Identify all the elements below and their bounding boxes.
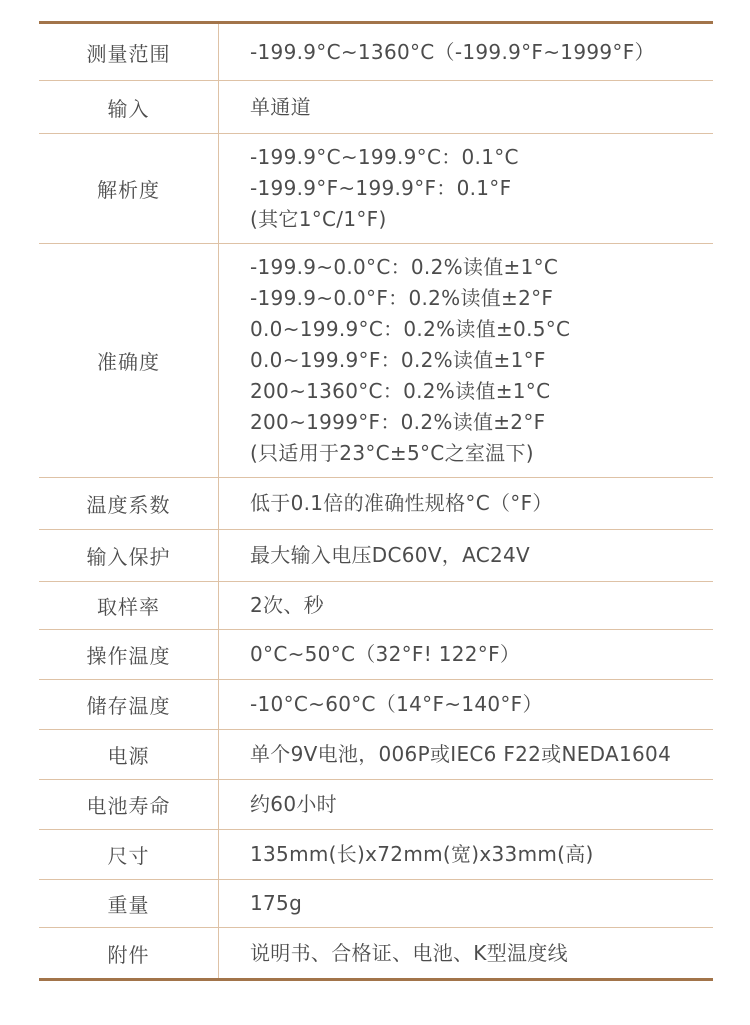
spec-label-cell	[39, 81, 218, 133]
spec-value-line: (其它1°C/1°F)	[250, 207, 387, 231]
spec-value-cell	[218, 134, 713, 243]
spec-label-cell	[39, 830, 218, 879]
spec-value-line: 2次、秒	[250, 593, 324, 617]
spec-label-cell	[39, 478, 218, 529]
spec-label: 输入保护	[86, 545, 171, 569]
spec-label-cell	[39, 134, 218, 243]
spec-value-line: -10°C~60°C（14°F~140°F）	[250, 692, 543, 716]
spec-value-line: 0.0~199.9°F：0.2%读值±1°F	[250, 348, 546, 372]
spec-value-line: 135mm(长)x72mm(宽)x33mm(高)	[250, 842, 594, 866]
spec-row	[39, 780, 713, 830]
spec-label: 温度系数	[86, 493, 171, 517]
spec-value-cell	[218, 530, 713, 581]
spec-value-cell	[218, 730, 713, 779]
spec-value-cell	[218, 830, 713, 879]
spec-row	[39, 630, 713, 680]
spec-label-cell	[39, 582, 218, 629]
spec-label: 操作温度	[86, 644, 171, 668]
spec-row	[39, 478, 713, 530]
spec-value-line: 说明书、合格证、电池、K型温度线	[250, 940, 568, 965]
spec-row	[39, 730, 713, 780]
spec-label: 输入	[107, 96, 150, 121]
spec-label: 准确度	[97, 350, 160, 374]
spec-label: 取样率	[97, 595, 160, 619]
spec-value-cell	[218, 244, 713, 477]
spec-value-cell	[218, 630, 713, 679]
spec-value-line: 0°C~50°C（32°F! 122°F）	[250, 642, 521, 666]
spec-value-line: 175g	[250, 891, 303, 915]
spec-value-line: -199.9°F~199.9°F：0.1°F	[250, 176, 512, 200]
spec-row	[39, 680, 713, 730]
spec-value-line: 约60小时	[250, 792, 337, 816]
spec-value-line: 单通道	[250, 94, 311, 119]
spec-value-cell	[218, 880, 713, 927]
spec-row	[39, 880, 713, 928]
spec-label: 储存温度	[86, 694, 171, 718]
spec-value-cell	[218, 928, 713, 978]
spec-value-line: -199.9°C~1360°C（-199.9°F~1999°F）	[250, 39, 655, 64]
spec-label: 解析度	[97, 178, 160, 202]
spec-label-cell	[39, 244, 218, 477]
spec-value-line: (只适用于23°C±5°C之室温下)	[250, 441, 534, 465]
spec-row	[39, 582, 713, 630]
spec-value-line: -199.9~0.0°F：0.2%读值±2°F	[250, 286, 554, 310]
spec-row	[39, 24, 713, 81]
spec-value-line: 0.0~199.9°C：0.2%读值±0.5°C	[250, 317, 571, 341]
spec-value-line: -199.9°C~199.9°C：0.1°C	[250, 145, 519, 169]
spec-label-cell	[39, 680, 218, 729]
spec-label-cell	[39, 780, 218, 829]
spec-label-cell	[39, 928, 218, 978]
spec-table	[39, 21, 713, 981]
spec-row	[39, 81, 713, 134]
spec-row	[39, 134, 713, 244]
spec-row	[39, 530, 713, 582]
spec-row	[39, 928, 713, 978]
spec-label: 重量	[107, 893, 150, 917]
spec-value-cell	[218, 24, 713, 80]
spec-label: 尺寸	[107, 844, 150, 868]
spec-label: 电池寿命	[86, 794, 171, 818]
spec-label-cell	[39, 880, 218, 927]
spec-label-cell	[39, 730, 218, 779]
spec-value-line: -199.9~0.0°C：0.2%读值±1°C	[250, 255, 559, 279]
spec-value-cell	[218, 680, 713, 729]
spec-value-cell	[218, 780, 713, 829]
spec-value-line: 200~1999°F：0.2%读值±2°F	[250, 410, 546, 434]
spec-value-line: 单个9V电池，006P或IEC6 F22或NEDA1604	[250, 742, 672, 766]
spec-row	[39, 830, 713, 880]
spec-value-cell	[218, 478, 713, 529]
spec-label: 测量范围	[86, 41, 171, 66]
spec-value-line: 200~1360°C：0.2%读值±1°C	[250, 379, 551, 403]
spec-label-cell	[39, 630, 218, 679]
spec-value-cell	[218, 582, 713, 629]
spec-label: 电源	[107, 744, 150, 768]
spec-value-line: 低于0.1倍的准确性规格°C（°F）	[250, 491, 553, 515]
spec-value-line: 最大输入电压DC60V，AC24V	[250, 543, 531, 567]
spec-value-cell	[218, 81, 713, 133]
spec-row	[39, 244, 713, 478]
spec-label-cell	[39, 24, 218, 80]
spec-label: 附件	[107, 942, 150, 967]
spec-label-cell	[39, 530, 218, 581]
